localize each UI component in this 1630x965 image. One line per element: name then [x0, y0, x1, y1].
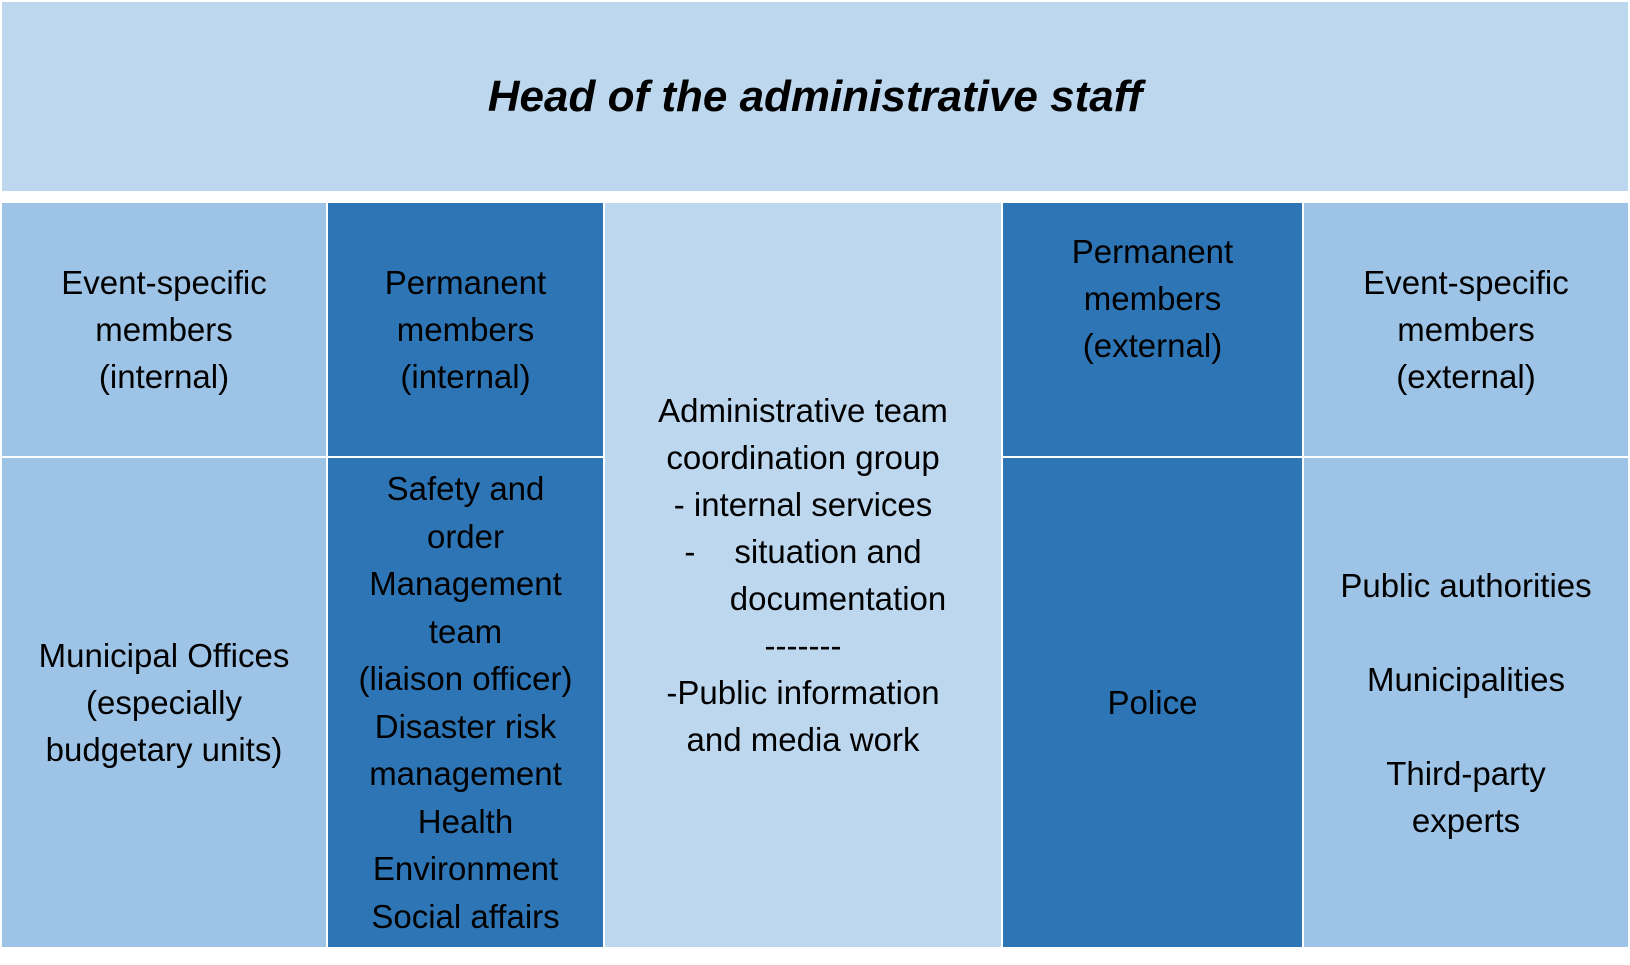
event-specific-external-heading	[1304, 203, 1628, 456]
content-line: Health	[417, 802, 514, 840]
bullet-dash: -	[684, 533, 696, 570]
content-line: order	[426, 517, 505, 555]
content-line: (liaison officer)	[358, 660, 573, 697]
content-line: team	[428, 612, 503, 650]
content-line: Disaster risk	[374, 707, 557, 745]
content-line: budgetary units)	[45, 731, 283, 768]
event-specific-internal-content	[2, 458, 326, 947]
content-line: management	[369, 755, 562, 792]
content-line: Municipal Offices	[38, 637, 290, 674]
permanent-external-content	[1003, 458, 1302, 947]
content-line: Social affairs	[371, 897, 560, 935]
permanent-internal-heading	[328, 203, 603, 456]
heading-line: (internal)	[98, 358, 230, 395]
heading-line: members	[1083, 280, 1222, 317]
heading-line: (internal)	[400, 358, 531, 395]
heading-line: Event-specific	[61, 264, 267, 301]
heading-line: Permanent	[1071, 233, 1234, 270]
heading-line: members	[1397, 311, 1535, 348]
center-line: situation and	[734, 533, 922, 570]
event-specific-internal-heading	[2, 203, 326, 456]
heading-line: Permanent	[384, 264, 547, 301]
content-line: Municipalities	[1366, 660, 1566, 698]
permanent-internal-content	[328, 458, 603, 947]
content-line: experts	[1411, 801, 1521, 839]
permanent-external-heading	[1003, 203, 1302, 456]
center-line: documentation	[729, 580, 947, 617]
heading-line: Event-specific	[1363, 264, 1569, 301]
content-line: (especially	[86, 684, 242, 721]
heading-line: members	[95, 311, 233, 348]
heading-line: (external)	[1082, 327, 1223, 364]
center-dash-line	[684, 528, 921, 575]
content-line: Police	[1107, 684, 1198, 721]
head-of-staff-box	[2, 2, 1628, 191]
content-line: Safety and	[386, 470, 545, 507]
content-line: Third-party	[1386, 754, 1546, 792]
coordination-group-box	[605, 203, 1001, 947]
center-line: - internal services	[673, 486, 933, 523]
center-line: coordination group	[666, 439, 940, 476]
heading-line: (external)	[1396, 358, 1536, 395]
event-specific-external-content	[1304, 458, 1628, 947]
content-line: Public authorities	[1340, 566, 1592, 604]
head-of-staff-title: Head of the administrative staff	[487, 72, 1143, 121]
content-line: Environment	[372, 850, 559, 887]
center-line: and media work	[686, 721, 920, 758]
center-line: -Public information	[666, 674, 940, 711]
heading-line: members	[396, 311, 535, 348]
separator: -------	[764, 627, 842, 664]
center-line: Administrative team	[658, 392, 948, 429]
content-line: Management	[369, 565, 562, 602]
